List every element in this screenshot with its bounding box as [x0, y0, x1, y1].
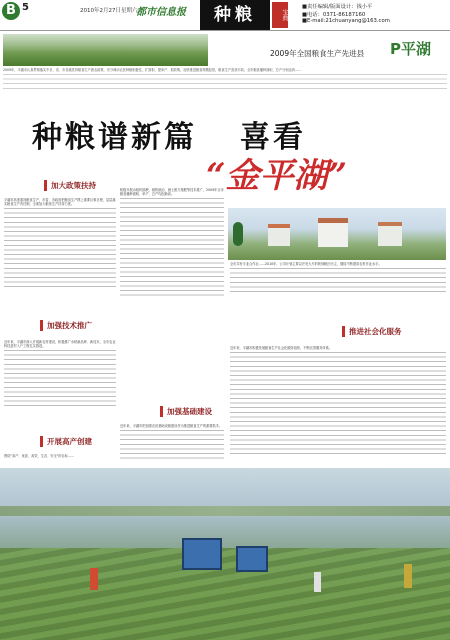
intro-text: 2009年，平湖市认真贯彻落实中央、省、市各级扶持粮食生产惠农政策，充分调动农民种粮积极性，扩面积、提单产、抓收购，加快推进粮食规模经营，粮食生产喜获丰收。全市粮食播种面积、总产分别达到…… [3, 68, 447, 94]
section-tag: 宝典 [272, 2, 288, 28]
editor-line: ■责任编辑/版面设计：钱小平 [302, 4, 373, 10]
banner-brand: P平湖 [390, 40, 431, 58]
field-machinery-photo [0, 468, 450, 640]
worker-figure [90, 568, 98, 590]
section-title-policy: 加大政策扶持 [44, 180, 96, 191]
header-rule [0, 30, 450, 31]
middle-text: 积极开展水稻机插秧、统防统治、测土配方施肥等技术推广，2009年全市粮食播种面积、单产、总产均创新高。 [120, 188, 224, 308]
transplanter-machine [182, 538, 222, 570]
newspaper-name: 都市信息报 [136, 7, 186, 18]
worker-figure [404, 564, 412, 588]
page-badge: B [2, 2, 20, 20]
section-title: 种粮 [214, 5, 256, 25]
section-title-service: 推进社会化服务 [342, 326, 402, 337]
date-line: 2010年2月27日星期六 [80, 8, 138, 14]
headline-quote: “金平湖” [206, 156, 348, 196]
section-header-infra [160, 406, 212, 417]
banner-photo [3, 34, 208, 66]
banner-caption: 2009年全国粮食生产先进县 [270, 49, 365, 58]
phone-line: ■电话：0371-86187160 [302, 12, 366, 18]
section-title-infra: 加强基础建设 [160, 406, 212, 417]
transplanter-machine [236, 546, 268, 572]
section-header-highyield [40, 436, 92, 447]
worker-figure [314, 572, 321, 592]
right-text: 全市共有专业合作社……2010年，公司计划主要以开发大片的规划粮田为主，继续不断提高农机作业水平。 [230, 262, 446, 298]
section-body-tech: 近年来，平湖市深入开展新农村建设，积极推广水稻新品种、新技术，全市农业科技进村入户工程扎实推进。 [4, 340, 116, 418]
village-photo [228, 208, 446, 260]
section-title-box [200, 0, 270, 30]
section-header-tech [40, 320, 92, 331]
headline-main: 种粮谱新篇 [32, 120, 197, 155]
section-body-policy: 平湖市高度重视粮食生产，市委、市政府把粮食生产摆上重要议事日程，层层落实粮食生产责任制，全面加大粮食生产扶持力度。 [4, 198, 116, 298]
section-body-infra: 近年来，平湖市把加强农田基础设施建设作为推进粮食生产的重要抓手。 [120, 424, 224, 470]
section-header-policy [44, 180, 96, 191]
section-header-service [342, 326, 402, 337]
section-body-service: 近年来，平湖市积极发展粮食生产社会化服务组织，不断完善服务体系。 [230, 346, 446, 466]
section-body-highyield: 围绕“高产、优质、高效、生态、安全”的目标…… [4, 454, 75, 458]
section-title-highyield: 开展高产创建 [40, 436, 92, 447]
section-title-tech: 加强技术推广 [40, 320, 92, 331]
email-line: ■E-mail:21chuanyang@163.com [302, 18, 390, 24]
headline-second: 喜看 [240, 120, 306, 155]
page-number: 5 [22, 2, 29, 13]
